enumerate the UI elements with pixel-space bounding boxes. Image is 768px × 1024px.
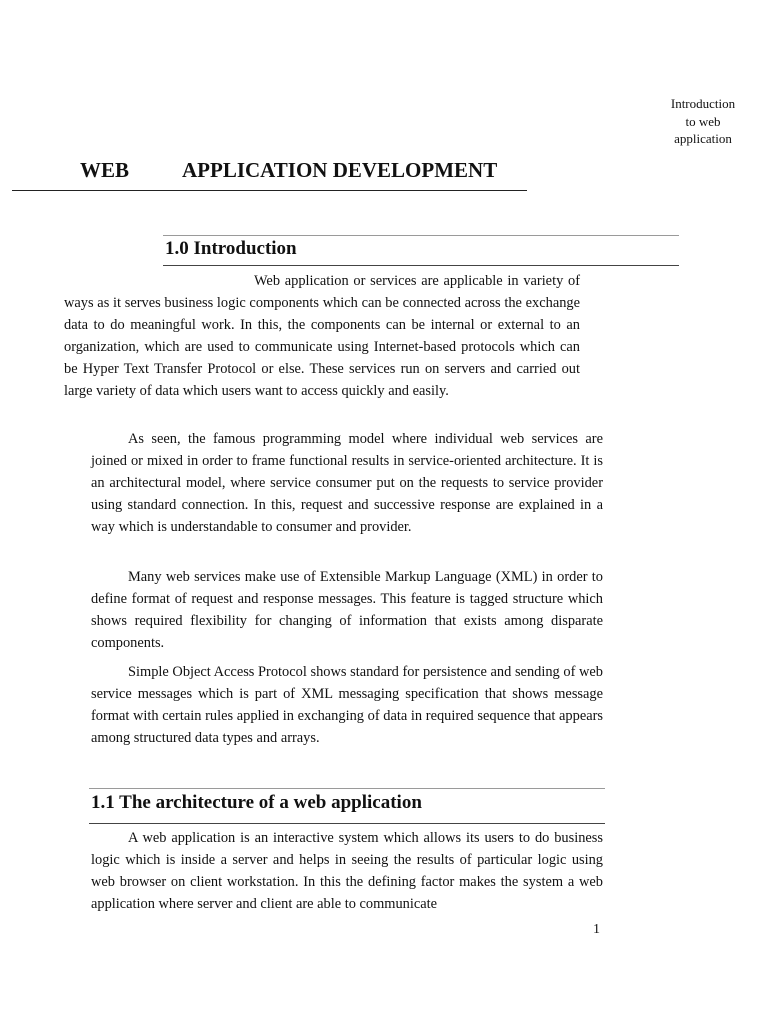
page-number: 1: [593, 922, 600, 937]
margin-note-line: application: [674, 131, 732, 146]
chapter-title-word-2: APPLICATION DEVELOPMENT: [182, 158, 498, 182]
margin-note-line: Introduction: [670, 96, 736, 111]
section-heading-text: 1.0 Introduction: [165, 238, 297, 259]
margin-note-line: to web: [685, 113, 721, 129]
paragraph: Web application or services are applicable in variety of ways as it serves business logic components which can be connected across the exchange data to do meaningful work. In this, the components can be internal or external to an organization, which are used to communicate using Internet-based protocols which can be Hyper Text Transfer Protocol or else. These services run on servers and carried out large variety of data which users want to access quickly and easily.: [64, 273, 580, 399]
section-heading-introduction: [163, 235, 679, 266]
chapter-title: [12, 158, 527, 191]
section-heading-architecture: [89, 788, 605, 824]
paragraph: As seen, the famous programming model where individual web services are joined or mixed in order to frame functional results in service-oriented architecture. It is an architectural model, where service consumer put on the requests to service provider using standard connection. In this, request and successive response are explained in a way which is understandable to consumer and provider.: [91, 431, 603, 535]
chapter-title-word-1: WEB: [80, 158, 130, 182]
paragraph: A web application is an interactive system which allows its users to do business logic which is inside a server and helps in seeing the results of particular logic using web browser on client workstation. In this the defining factor makes the system a web application where server and client are able to communicate: [91, 830, 603, 912]
margin-note: [658, 95, 748, 148]
section-heading-text: 1.1 The architecture of a web application: [91, 792, 422, 813]
paragraph: Many web services make use of Extensible Markup Language (XML) in order to define format of request and response messages. This feature is tagged structure which shows required flexibility for changing of information that exists among disparate components.: [91, 569, 603, 651]
paragraph: Simple Object Access Protocol shows standard for persistence and sending of web service messages which is part of XML messaging specification that shows message format with certain rules applied in exchanging of data in required sequence that appears among structured data types and arrays.: [91, 664, 603, 746]
